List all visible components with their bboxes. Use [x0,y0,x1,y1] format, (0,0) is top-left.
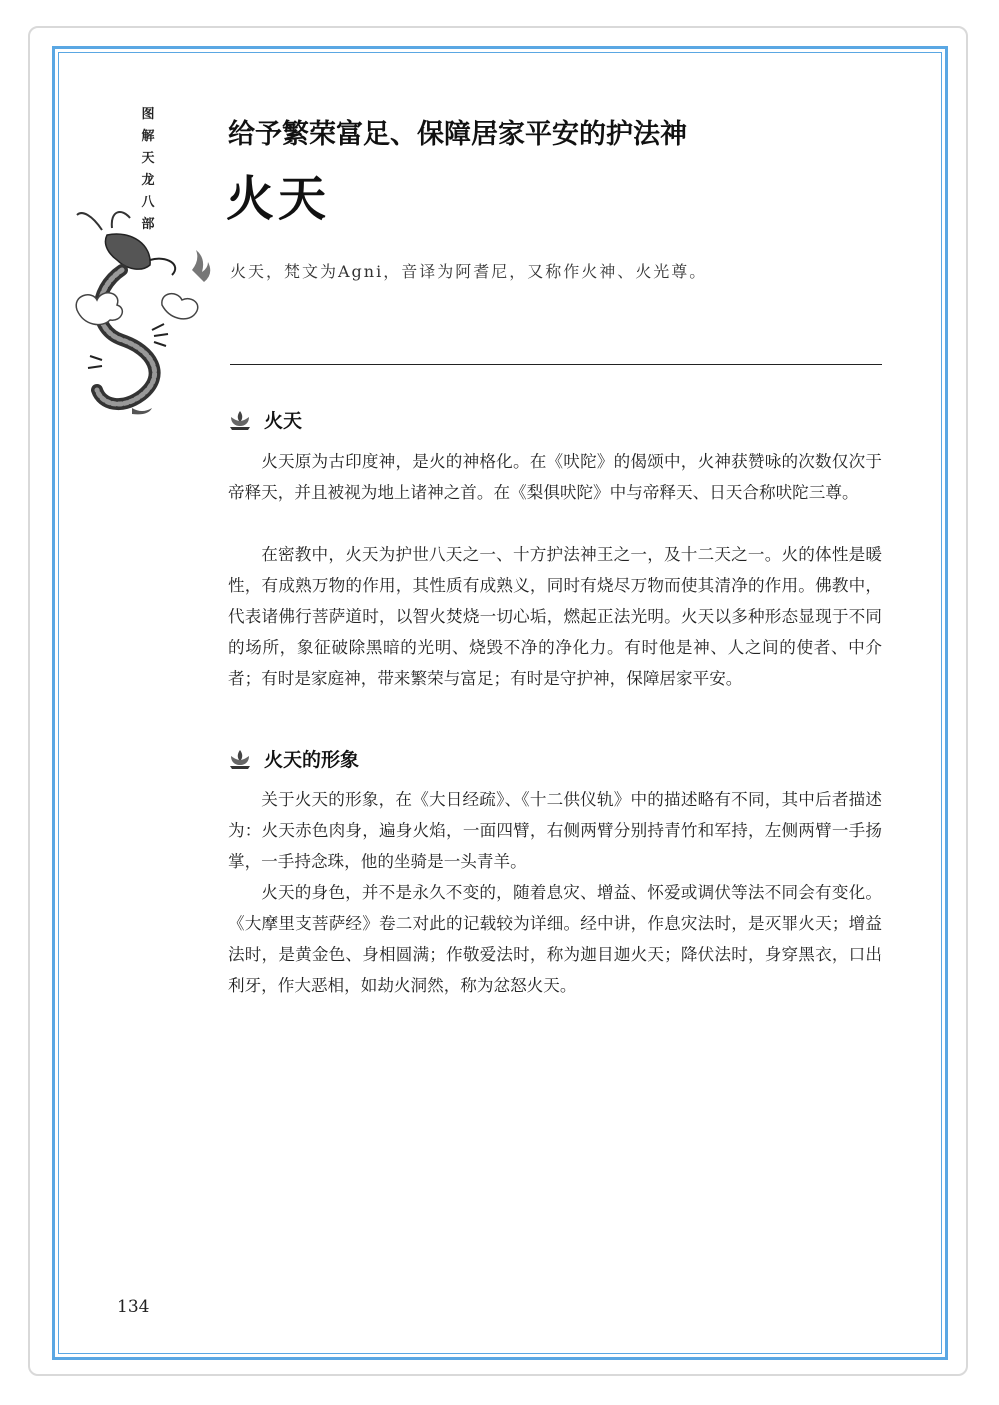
series-char: 八 [141,195,155,210]
page-subtitle: 给予繁荣富足、保障居家平安的护法神 [228,119,687,150]
paragraph: 关于火天的形象，在《大日经疏》、《十二供仪轨》中的描述略有不同，其中后者描述为：火天赤色肉身，遍身火焰，一面四臂，右侧两臂分别持青竹和军持，左侧两臂一手扬掌，一手持念珠，他的坐骑是一头青羊。 [228,790,882,871]
page-number: 134 [117,1297,150,1317]
section-heading [228,745,359,772]
paragraph: 火天的身色，并不是永久不变的，随着息灾、增益、怀爱或调伏等法不同会有变化。《大摩里支菩萨经》卷二对此的记载较为详细。经中讲，作息灾法时，是灭罪火天；增益法时，是黄金色、身相圆满；作敬爱法时，称为迦目迦火天；降伏法时，身穿黑衣，口出利牙，作大恶相，如劫火洞然，称为忿怒火天。 [228,883,882,995]
intro-text: 火天，梵文为Agni，音译为阿耆尼，又称作火神、火光尊。 [230,262,708,281]
paragraph: 在密教中，火天为护世八天之一、十方护法神王之一，及十二天之一。火的体性是暖性，有成熟万物的作用，其性质有成熟义，同时有烧尽万物而使其清净的作用。佛教中，代表诸佛行菩萨道时，以智火焚烧一切心垢，燃起正法光明。火天以多种形态显现于不同的场所，象征破除黑暗的光明、烧毁不净的净化力。有时他是神、人之间的使者、中介者；有时是家庭神，带来繁荣与富足；有时是守护神，保障居家平安。 [228,545,882,688]
dragon-illustration [72,210,222,420]
section-heading-text: 火天 [264,410,303,432]
series-char: 部 [141,217,155,232]
section-heading [228,406,302,433]
divider [230,364,882,365]
section-heading-text: 火天的形象 [264,749,360,771]
series-char: 解 [141,129,155,144]
paragraph: 火天原为古印度神，是火的神格化。在《吠陀》的偈颂中，火神获赞咏的次数仅次于帝释天，并且被视为地上诸神之首。在《梨俱吠陀》中与帝释天、日天合称吠陀三尊。 [228,452,882,502]
series-char: 龙 [141,173,155,188]
series-char: 图 [141,107,155,122]
page-title: 火天 [226,171,331,227]
lotus-icon [228,409,252,431]
series-char: 天 [141,151,155,166]
lotus-icon [228,748,252,770]
